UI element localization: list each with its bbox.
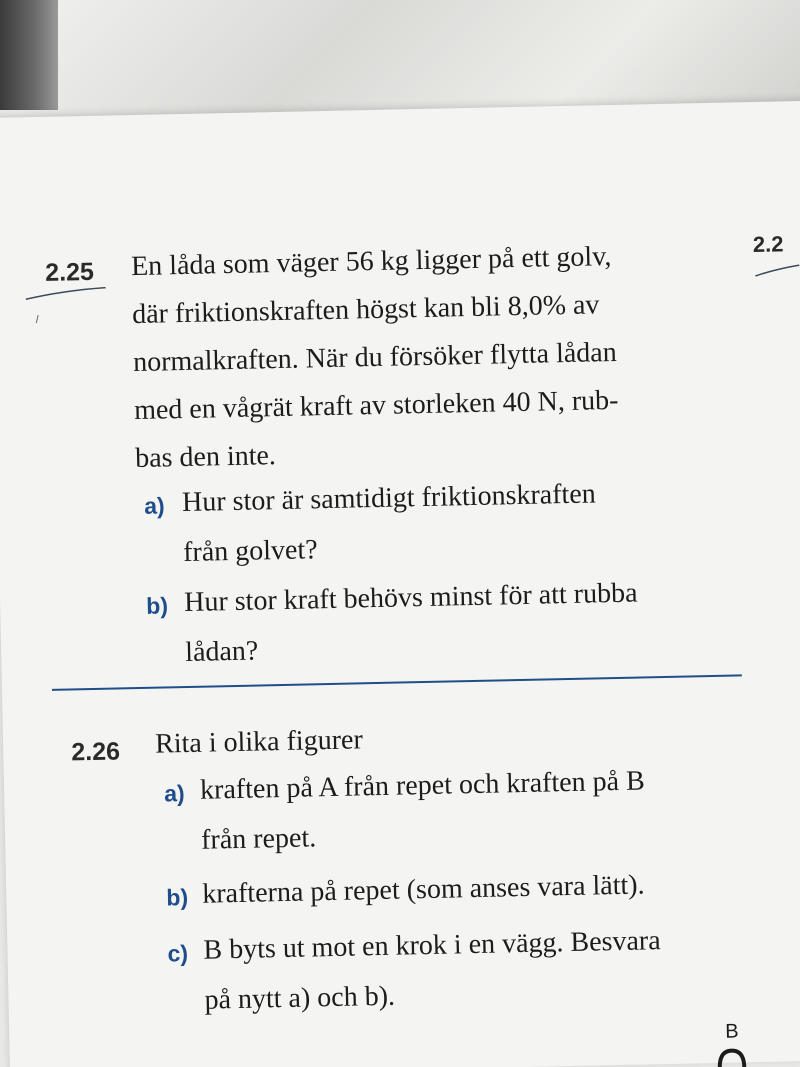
part-text-line: Hur stor är samtidigt friktionskraften bbox=[181, 478, 597, 519]
figure-label-b: B bbox=[725, 1020, 739, 1043]
part-text-line: på nytt a) och b). bbox=[204, 980, 396, 1016]
pencil-mark-adjacent bbox=[753, 261, 800, 282]
part-text-line: kraften på A från repet och kraften på B bbox=[199, 765, 646, 806]
pencil-underline-mark bbox=[23, 275, 124, 337]
device-edge bbox=[0, 0, 58, 110]
part-text-line: krafterna på repet (som anses vara lätt). bbox=[201, 869, 645, 910]
hook-icon bbox=[714, 1044, 755, 1067]
textbook-page bbox=[0, 101, 800, 1067]
part-label-a: a) bbox=[143, 492, 165, 519]
problem-stem-line: bas den inte. bbox=[134, 440, 277, 475]
problem-stem-line: Rita i olika figurer bbox=[154, 724, 364, 760]
problem-stem-line: med en vågrät kraft av storleken 40 N, rub- bbox=[133, 384, 619, 427]
adjacent-page-number: 2.2 bbox=[752, 231, 784, 258]
part-text-line: från golvet? bbox=[182, 534, 318, 569]
problem-stem-line: En låda som väger 56 kg ligger på ett golv, bbox=[130, 241, 612, 283]
part-text-line: från repet. bbox=[200, 822, 317, 856]
part-text-line: B byts ut mot en krok i en vägg. Besvara bbox=[203, 925, 661, 966]
problem-stem-line: normalkraften. När du försöker flytta lådan bbox=[132, 336, 617, 379]
part-text-line: Hur stor kraft behövs minst för att rubba bbox=[183, 577, 638, 619]
problem-stem-line: där friktionskraften högst kan bli 8,0% av bbox=[131, 289, 600, 331]
section-divider bbox=[52, 674, 742, 690]
problem-number: 2.25 bbox=[44, 257, 95, 287]
part-label-c: c) bbox=[167, 940, 189, 967]
part-label-a: a) bbox=[163, 780, 185, 807]
part-label-b: b) bbox=[166, 884, 189, 911]
problem-number: 2.26 bbox=[71, 737, 121, 767]
part-text-line: lådan? bbox=[184, 635, 259, 669]
part-label-b: b) bbox=[145, 592, 169, 619]
